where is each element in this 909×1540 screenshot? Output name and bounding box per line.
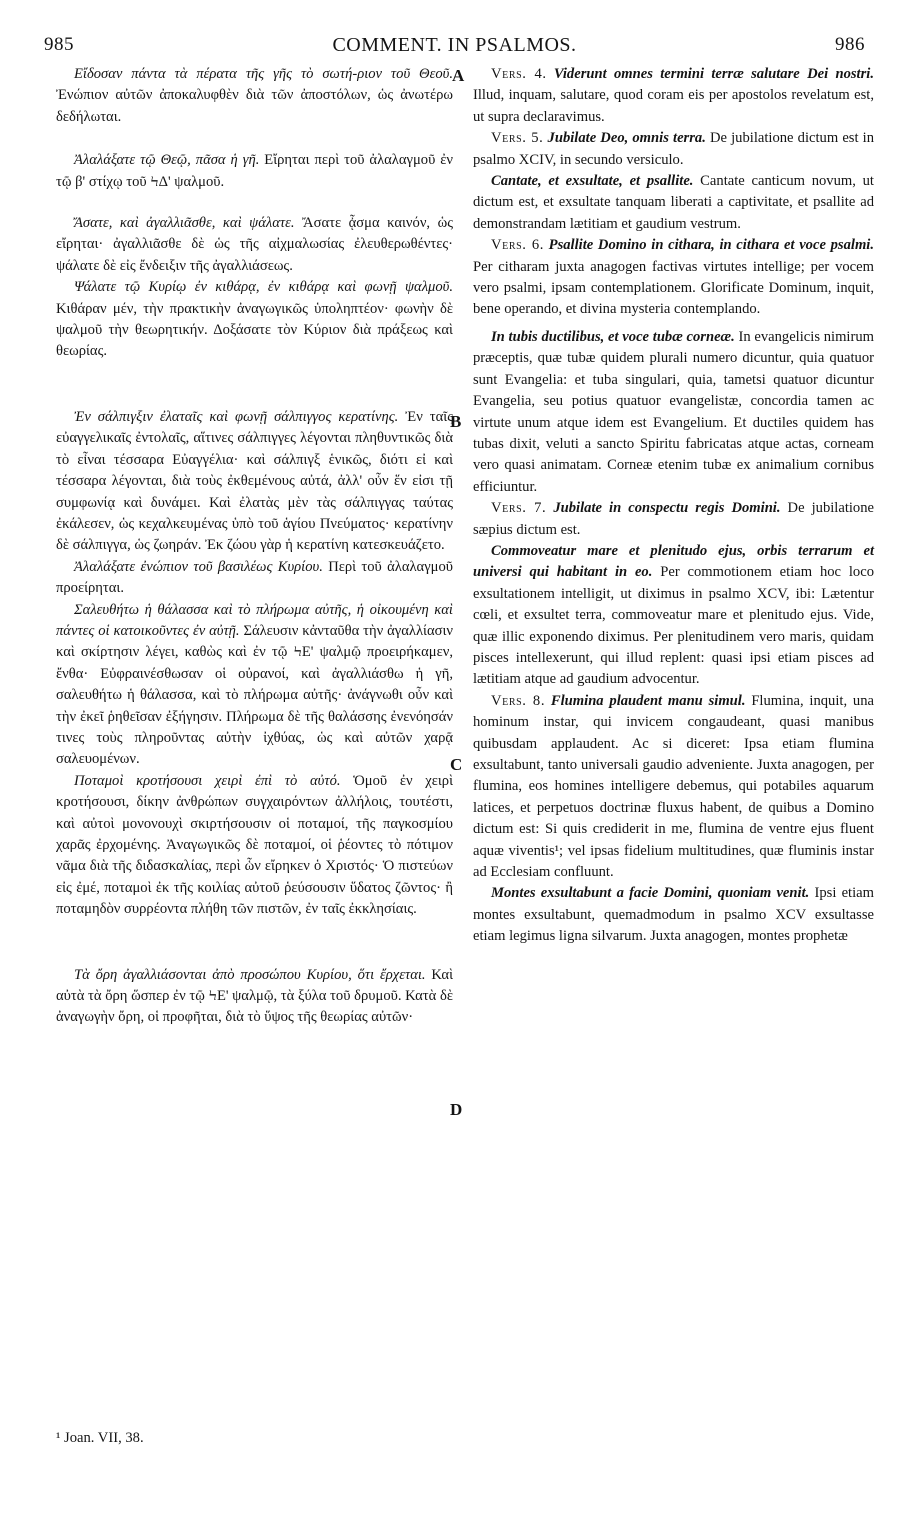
- verse-lemma: Montes exsultabunt a facie Domini, quoniam venit.: [491, 885, 810, 902]
- commentary-text: Per citharam juxta anagogen factivas virtutes intellige; per vocem vero psalmi, ipsam contemplationem. Glorificate Dominum, inquit, bene operando, et divina mysteria contemplando.: [473, 258, 874, 318]
- verse-label: Vers. 4.: [491, 66, 547, 82]
- commentary-text: De jubilatione dictum est in psalmo XCIV, in secundo versiculo.: [473, 130, 875, 168]
- verse-label: Vers. 5.: [491, 130, 544, 147]
- commentary-text: Εἴρηται περὶ τοῦ ἀλαλαγμοῦ ἐν τῷ β' στίχῳ τοῦ ϞΔ' ψαλμοῦ.: [56, 152, 453, 190]
- running-title: COMMENT. IN PSALMOS.: [332, 34, 577, 56]
- commentary-text: Ipsi etiam montes exsultabunt, quemadmodum in psalmo XCV exsultasse etiam legimus ligna silvarum. Juxta anagogen, montes prophetæ: [473, 885, 874, 945]
- latin-paragraph: [473, 171, 874, 235]
- latin-paragraph: [473, 691, 874, 884]
- verse-lemma: Jubilate Deo, omnis terra.: [543, 130, 706, 147]
- greek-column: [56, 64, 453, 1029]
- verse-label: Vers. 8.: [491, 692, 546, 709]
- greek-paragraph: [56, 277, 453, 363]
- greek-paragraph: [56, 965, 453, 1029]
- verse-lemma: Flumina plaudent manu simul.: [545, 692, 746, 709]
- verse-lemma: Σαλευθήτω ἡ θάλασσα καὶ τὸ πλήρωμα αὐτῆς, ἡ οἰκουμένη καὶ πάντες οἱ κατοικοῦντες ἐν αὐτῇ.: [56, 601, 453, 639]
- verse-lemma: Ἀλαλάξατε ἐνώπιον τοῦ βασιλέως Κυρίου.: [74, 558, 323, 575]
- commentary-text: Καὶ αὐτὰ τὰ ὄρη ὥσπερ ἐν τῷ ϞΕ' ψαλμῷ, τὰ ξύλα τοῦ δρυμοῦ. Κατὰ δὲ ἀναγωγὴν ὄρη, οἱ προφῆται, διὰ τὸ ὕψος τῆς θεωρίας αὐτῶν·: [56, 966, 454, 1026]
- page-number-left: 985: [44, 34, 74, 55]
- greek-paragraph: [56, 213, 453, 277]
- verse-lemma: Τὰ ὄρη ἀγαλλιάσονται ἀπὸ προσώπου Κυρίου, ὅτι ἔρχεται.: [74, 966, 426, 983]
- verse-lemma: Ψάλατε τῷ Κυρίῳ ἐν κιθάρᾳ, ἐν κιθάρᾳ καὶ φωνῇ ψαλμοῦ.: [74, 279, 453, 296]
- commentary-text: In evangelicis nimirum præceptis, quæ tubæ quidem plurali numero dicuntur, quia quatuor sunt Evangelia: et tuba singulari, quia, tametsi quatuor dicuntur Evangelia, seu potius quatuor evangelistæ, concordia tamen ac virtute unum atque idem est Evangelium. Et ductiles quidem has tubas dixit, veluti a sancto Spiritu fabricatas atque actas, corneam vero quasi animatam. Corneæ etenim tubæ ex animalium cornibus efficiuntur.: [473, 328, 874, 495]
- commentary-text: Flumina, inquit, una hominum instar, qui invicem congaudeant, quasi manibus quibusdam applaudent. Ac si diceret: Ipsa etiam flumina exsultabunt, tanto universali gaudio adveniente. Juxta anagogen, per flumina, eos homines intelligere debemus, qui potabiles aquarum latices, et perpetuos doctrinæ fluxus habent, de quibus a Domino dictum est: Si quis crediderit in me, flumina de ventre ejus fluent aquæ viventis¹; vel ipsas fidelium multitudines, quæ fluminis instar ad Ecclesiam confluunt.: [473, 692, 874, 881]
- footnote: ¹ Joan. VII, 38.: [56, 1430, 144, 1446]
- commentary-text: De jubilatione sæpius dictum est.: [473, 500, 875, 538]
- latin-column: [473, 64, 874, 948]
- commentary-text: Σάλευσιν κἀνταῦθα τὴν ἀγαλλίασιν καὶ σκίρτησιν λέγει, καθὼς καὶ ἐν τῷ ϞΕ' ψαλμῷ προειρήκαμεν, ἔνθα· Εὐφραινέσθωσαν οἱ οὐρανοί, καὶ ἀγαλλιάσθω ἡ γῆ, σαλευθήτω ἡ θάλασσα, καὶ τὸ πλήρωμα αὐτῆς· ἀνάγνωθι οὖν καὶ τὴν ἐκεῖ ῥηθεῖσαν ἐξήγησιν. Πλήρωμα δὲ τῆς θαλάσσης ἐνενόησάν τινες τοὺς πληροῦντας αὐτὴν ἰχθύας, ὡς καὶ αὐτῶν χαρᾷ σαλευομένων.: [56, 622, 453, 768]
- latin-paragraph: [473, 498, 874, 541]
- commentary-text: Ἄσατε ᾆσμα καινόν, ὡς εἴρηται· ἀγαλλιᾶσθε δὲ ὡς τῆς αἰχμαλωσίας ἐλευθερωθέντες· ψάλατε δὲ εἰς ἔνδειξιν τῆς ἀγαλλιάσεως.: [56, 215, 453, 274]
- latin-paragraph: [473, 235, 874, 321]
- verse-lemma: Commoveatur mare et plenitudo ejus, orbis terrarum et universi qui habitant in eo.: [473, 542, 874, 581]
- latin-paragraph: [473, 541, 874, 691]
- greek-paragraph: [56, 407, 453, 557]
- verse-label: Vers. 7.: [491, 500, 547, 517]
- page-number-right: 986: [835, 34, 865, 55]
- margin-letter-a: A: [452, 66, 465, 85]
- commentary-text: Κιθάραν μέν, τὴν πρακτικὴν ἀναγωγικῶς ὑποληπτέον· φωνὴν δὲ ψαλμοῦ τὴν θεωρητικήν. Δοξάσατε τὸν Κύριον διὰ πράξεως καὶ θεωρίας.: [56, 300, 453, 360]
- running-header: [44, 34, 865, 60]
- verse-label: Vers. 6.: [491, 237, 544, 254]
- margin-letter-d: D: [450, 1100, 463, 1119]
- commentary-text: Cantate canticum novum, ut dictum est, et exsultate tanquam liberati a captivitate, et psallite ad demonstrandam lætitiam et gaudium vestrum.: [473, 173, 874, 232]
- commentary-text: Illud, inquam, salutare, quod coram eis per apostolos revelatum est, ut supra declaravimus.: [473, 87, 874, 125]
- commentary-text: Ὁμοῦ ἐν χειρὶ κροτήσουσι, δίκην ἀνθρώπων συγχαιρόντων ἀλλήλοις, τουτέστι, καὶ αὐτοὶ μονονουχὶ σκιρτήσουσιν οἱ ποταμοί, τῆς παγκοσμίου χαρᾶς ἐρχομένης. Ἀναγωγικῶς δὲ ποταμοί, οἱ ῥέοντες τὸ πότιμον νᾶμα διὰ τῆς διδασκαλίας, περὶ ὧν εἴρηκεν ὁ Χριστός· Ὁ πιστεύων εἰς ἐμέ, ποταμοὶ ἐκ τῆς κοιλίας αὐτοῦ ῥεύσουσιν ὕδατος ζῶντος· ἢ ποταμηδὸν συρρέοντα πλήθη τῶν πιστῶν, ἐν ταῖς ἐκκλησίαις.: [56, 772, 453, 918]
- verse-lemma: Psallite Domino in cithara, in cithara et voce psalmi.: [543, 237, 874, 254]
- latin-paragraph: [473, 128, 874, 171]
- commentary-text: Περὶ τοῦ ἀλαλαγμοῦ προείρηται.: [56, 558, 453, 597]
- verse-lemma: Ποταμοὶ κροτήσουσι χειρὶ ἐπὶ τὸ αὐτό.: [74, 772, 341, 789]
- greek-paragraph: [56, 64, 453, 128]
- commentary-text: Per commotionem etiam hoc loco exsultationem intelligit, ut diximus in psalmo XCV, ibi: Lætentur cœli, et exsultet terra, commoveatur mare et plenitudo ejus. Vide, quæ illic exponendo diximus. Per plenitudinem vero maris, quidam pisces intellexerunt, qui illud replent: quasi ipsi etiam pisces ad lætitiam atque ad gaudium advocentur.: [473, 564, 874, 688]
- verse-lemma: Ἄσατε, καὶ ἀγαλλιᾶσθε, καὶ ψάλατε.: [74, 215, 295, 232]
- verse-lemma: Ἀλαλάξατε τῷ Θεῷ, πᾶσα ἡ γῆ.: [74, 152, 260, 169]
- commentary-text: Ἐν ταῖς εὐαγγελικαῖς ἐντολαῖς, αἵτινες σάλπιγγες λέγονται πληθυντικῶς διὰ τὸ εἶναι τέσσαρα Εὐαγγέλια· καὶ σάλπιγξ ἑνικῶς, διότι εἰ καὶ τέσσαρα λέγονται, διὰ τοὺς ἐκθεμένους αὐτά, ἀλλ' οὖν ἕν εἰσι τῇ συμφωνίᾳ καὶ δυνάμει. Καὶ ἐλατὰς μὲν τὰς σάλπιγγας ταύτας ἐκάλεσεν, ὡς κεχαλκευμένας ὑπὸ τοῦ ἁγίου Πνεύματος· κερατίνην δὲ σάλπιγγα, ὡς ζωηράν. Ἐκ ζώου γὰρ ἡ κερατίνη κατεσκευάζετο.: [56, 408, 453, 554]
- verse-lemma: Jubilate in conspectu regis Domini.: [546, 500, 781, 517]
- latin-paragraph: [473, 883, 874, 947]
- commentary-text: Ἐνώπιον αὐτῶν ἀποκαλυφθὲν διὰ τῶν ἀποστόλων, ὡς ἀνωτέρω δεδήλωται.: [56, 87, 453, 125]
- margin-letter-b: B: [450, 412, 462, 431]
- verse-lemma: Viderunt omnes termini terræ salutare Dei nostri.: [546, 66, 874, 82]
- greek-paragraph: [56, 600, 453, 771]
- greek-paragraph: [56, 150, 453, 193]
- verse-lemma: Εἴδοσαν πάντα τὰ πέρατα τῆς γῆς τὸ σωτή-ριον τοῦ Θεοῦ.: [74, 66, 453, 82]
- latin-paragraph: [473, 64, 874, 128]
- latin-paragraph: [473, 327, 874, 498]
- greek-paragraph: [56, 557, 453, 600]
- greek-paragraph: [56, 771, 453, 921]
- verse-lemma: In tubis ductilibus, et voce tubæ corneæ.: [491, 328, 735, 345]
- verse-lemma: Ἐν σάλπιγξιν ἐλαταῖς καὶ φωνῇ σάλπιγγος κερατίνης.: [74, 408, 399, 425]
- verse-lemma: Cantate, et exsultate, et psallite.: [491, 173, 694, 190]
- margin-letter-c: C: [450, 755, 463, 774]
